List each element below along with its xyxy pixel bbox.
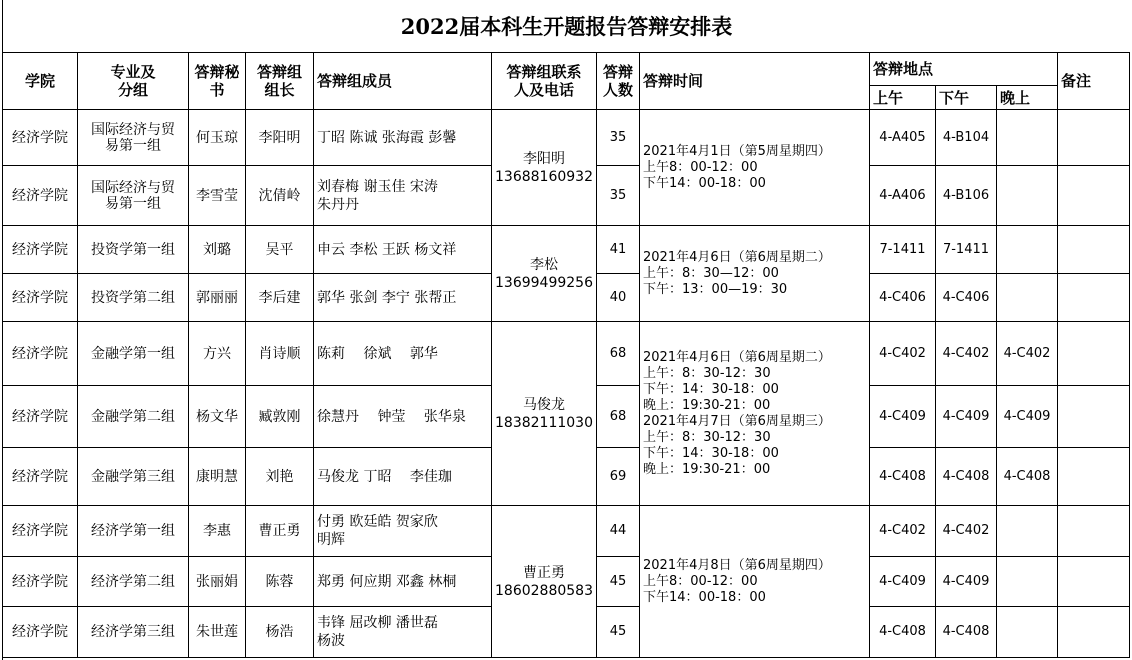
morning-location-cell (870, 166, 936, 226)
cell-line: 上午：8：30—12：00 (643, 265, 779, 281)
remarks-cell (1058, 110, 1130, 166)
group-cell (78, 506, 189, 557)
cell-text: 4-B106 (942, 187, 990, 203)
evening-location-cell (997, 557, 1058, 607)
members-cell (314, 506, 492, 557)
remarks-cell (1058, 166, 1130, 226)
cell-line: 马俊龙 (522, 396, 565, 413)
morning-location-cell (870, 322, 936, 386)
cell-text: 4-C409 (879, 408, 926, 424)
members-cell (314, 226, 492, 274)
header-contact (492, 52, 597, 110)
secretary-cell (189, 226, 246, 274)
remarks-cell (1058, 274, 1130, 322)
cell-text: 郭华 张剑 李宁 张帮正 (317, 289, 457, 306)
evening-location-cell (997, 226, 1058, 274)
cell-line: 答辩 (602, 62, 633, 81)
cell-text: 何玉琼 (196, 129, 238, 146)
group-cell (78, 110, 189, 166)
cell-text: 郭丽丽 (196, 289, 238, 306)
cell-line: 明辉 (317, 532, 345, 548)
header-remarks (1058, 52, 1130, 110)
secretary-cell (189, 506, 246, 557)
cell-line: 上午8：00-12：00 (643, 573, 758, 589)
cell-line: 分组 (117, 80, 148, 99)
cell-line: 答辩秘 (194, 62, 240, 81)
college-cell (3, 607, 78, 658)
cell-text: 经济学第三组 (91, 624, 175, 640)
cell-text: 备注 (1061, 71, 1092, 90)
leader-cell (246, 448, 314, 506)
cell-line: 2021年4月6日（第6周星期二） (643, 349, 831, 365)
group-cell (78, 386, 189, 448)
cell-text: 4-C409 (879, 573, 926, 589)
cell-text: 45 (609, 624, 627, 639)
cell-text: 4-C406 (879, 289, 926, 305)
cell-text: 4-A405 (879, 129, 926, 145)
contact-cell (492, 506, 597, 658)
count-cell (597, 448, 640, 506)
count-cell (597, 557, 640, 607)
cell-line: 人及电话 (513, 80, 574, 99)
cell-text: 4-C402 (942, 523, 990, 538)
header-afternoon (936, 86, 997, 110)
cell-line: 晚上：19:30-21：00 (643, 461, 771, 477)
afternoon-location-cell (936, 226, 997, 274)
cell-text: 李惠 (203, 523, 231, 539)
cell-text: 吴平 (265, 241, 294, 258)
time-cell (640, 506, 870, 658)
cell-text: 7-1411 (942, 241, 990, 257)
members-cell (314, 274, 492, 322)
secretary-cell (189, 557, 246, 607)
count-cell (597, 386, 640, 448)
morning-location-cell (870, 274, 936, 322)
cell-text: 徐慧丹 钟莹 张华泉 (317, 408, 466, 425)
cell-text: 上午 (873, 88, 904, 107)
count-cell (597, 166, 640, 226)
cell-text: 经济学院 (12, 408, 68, 425)
morning-location-cell (870, 506, 936, 557)
cell-text: 朱世莲 (196, 624, 238, 640)
cell-text: 金融学第三组 (91, 468, 175, 485)
members-cell (314, 607, 492, 658)
cell-line: 2021年4月6日（第6周星期二） (643, 249, 831, 265)
cell-text: 金融学第一组 (91, 345, 175, 362)
cell-text: 4-C402 (879, 523, 926, 538)
secretary-cell (189, 386, 246, 448)
cell-text: 4-C408 (879, 624, 926, 639)
cell-text: 4-C408 (1003, 468, 1051, 484)
cell-text: 申云 李松 王跃 杨文祥 (317, 241, 457, 258)
cell-line: 刘春梅 谢玉佳 宋涛 (317, 178, 438, 195)
cell-text: 丁昭 陈诚 张海霞 彭馨 (317, 129, 457, 146)
members-cell (314, 557, 492, 607)
cell-line: 2021年4月8日（第6周星期四） (643, 557, 831, 573)
cell-line: 杨波 (317, 633, 345, 649)
header-evening (997, 86, 1058, 110)
evening-location-cell (997, 110, 1058, 166)
cell-text: 经济学院 (12, 129, 68, 146)
cell-text: 40 (609, 289, 627, 305)
header-count (597, 52, 640, 110)
header-major (78, 52, 189, 110)
cell-line: 专业及 (110, 62, 156, 81)
cell-text: 杨浩 (265, 624, 294, 640)
cell-text: 经济学院 (12, 573, 68, 590)
leader-cell (246, 386, 314, 448)
cell-line: 韦锋 屈改柳 潘世磊 (317, 615, 438, 631)
cell-text: 经济学第二组 (91, 573, 175, 590)
group-cell (78, 557, 189, 607)
count-cell (597, 226, 640, 274)
remarks-cell (1058, 322, 1130, 386)
cell-text: 经济学院 (12, 289, 68, 306)
leader-cell (246, 110, 314, 166)
afternoon-location-cell (936, 386, 997, 448)
cell-text: 经济学院 (12, 187, 68, 204)
college-cell (3, 557, 78, 607)
cell-text: 陈莉 徐斌 郭华 (317, 345, 438, 362)
members-cell (314, 166, 492, 226)
cell-text: 答辩组成员 (317, 71, 393, 90)
college-cell (3, 386, 78, 448)
cell-text: 肖诗顺 (258, 345, 301, 362)
cell-line: 李松 (529, 256, 558, 273)
cell-text: 41 (609, 241, 627, 257)
remarks-cell (1058, 557, 1130, 607)
cell-text: 康明慧 (196, 468, 238, 485)
cell-line: 上午：8：30-12：30 (643, 365, 771, 381)
cell-text: 李后建 (258, 289, 301, 306)
leader-cell (246, 607, 314, 658)
schedule-sheet (2, 0, 1130, 660)
cell-line: 下午：14：30-18：00 (643, 445, 779, 461)
cell-text: 4-A406 (879, 187, 926, 203)
cell-text: 下午 (939, 88, 970, 107)
college-cell (3, 274, 78, 322)
cell-text: 经济学院 (12, 624, 68, 640)
morning-location-cell (870, 226, 936, 274)
group-cell (78, 322, 189, 386)
cell-line: 付勇 欧廷皓 贺家欣 (317, 514, 438, 530)
cell-text: 4-C402 (879, 345, 926, 361)
cell-text: 经济学院 (12, 241, 68, 258)
evening-location-cell (997, 166, 1058, 226)
cell-text: 4-C402 (942, 345, 990, 361)
afternoon-location-cell (936, 448, 997, 506)
count-cell (597, 607, 640, 658)
cell-text: 69 (609, 468, 627, 484)
group-cell (78, 274, 189, 322)
members-cell (314, 322, 492, 386)
group-cell (78, 226, 189, 274)
cell-line: 李阳明 (522, 150, 565, 167)
college-cell (3, 322, 78, 386)
header-members (314, 52, 492, 110)
cell-text: 金融学第二组 (91, 408, 175, 425)
cell-line: 18382111030 (495, 414, 593, 431)
contact-cell (492, 322, 597, 506)
cell-text: 4-C408 (879, 468, 926, 484)
evening-location-cell (997, 322, 1058, 386)
leader-cell (246, 557, 314, 607)
cell-text: 刘艳 (265, 468, 294, 485)
members-cell (314, 448, 492, 506)
group-cell (78, 448, 189, 506)
cell-line: 人数 (602, 80, 633, 99)
morning-location-cell (870, 386, 936, 448)
cell-line: 晚上：19:30-21：00 (643, 397, 771, 413)
cell-text: 4-C409 (942, 408, 990, 424)
cell-text: 杨文华 (196, 408, 238, 425)
remarks-cell (1058, 386, 1130, 448)
leader-cell (246, 322, 314, 386)
leader-cell (246, 166, 314, 226)
members-cell (314, 110, 492, 166)
cell-text: 4-C409 (1003, 408, 1051, 424)
college-cell (3, 506, 78, 557)
secretary-cell (189, 166, 246, 226)
cell-text: 68 (609, 345, 627, 361)
leader-cell (246, 274, 314, 322)
cell-line: 18602880583 (495, 582, 593, 599)
cell-line: 国际经济与贸 (91, 121, 175, 138)
group-cell (78, 166, 189, 226)
header-secretary (189, 52, 246, 110)
college-cell (3, 226, 78, 274)
evening-location-cell (997, 506, 1058, 557)
cell-text: 马俊龙 丁昭 李佳珈 (317, 468, 452, 485)
contact-cell (492, 226, 597, 322)
cell-text: 答辩时间 (643, 71, 704, 90)
cell-text: 45 (609, 573, 627, 589)
header-location (870, 52, 1058, 86)
leader-cell (246, 506, 314, 557)
remarks-cell (1058, 226, 1130, 274)
morning-location-cell (870, 448, 936, 506)
afternoon-location-cell (936, 274, 997, 322)
cell-text: 经济学院 (12, 345, 68, 362)
members-cell (314, 386, 492, 448)
time-cell (640, 110, 870, 226)
afternoon-location-cell (936, 322, 997, 386)
count-cell (597, 274, 640, 322)
cell-line: 13699499256 (495, 274, 593, 291)
cell-text: 曹正勇 (258, 523, 301, 539)
cell-line: 答辩组 (256, 62, 302, 81)
cell-line: 易第一组 (105, 195, 161, 212)
time-cell (640, 226, 870, 322)
afternoon-location-cell (936, 557, 997, 607)
group-cell (78, 607, 189, 658)
cell-text: 投资学第二组 (91, 289, 175, 306)
afternoon-location-cell (936, 166, 997, 226)
cell-text: 4-C406 (942, 289, 990, 305)
cell-text: 35 (609, 129, 627, 145)
cell-line: 上午8：00-12：00 (643, 159, 758, 175)
cell-text: 44 (609, 523, 627, 538)
contact-cell (492, 110, 597, 226)
cell-text: 学院 (24, 71, 55, 90)
college-cell (3, 110, 78, 166)
cell-line: 答辩组联系 (506, 62, 582, 81)
cell-text: 郑勇 何应期 邓鑫 林桐 (317, 573, 457, 590)
cell-line: 国际经济与贸 (91, 179, 175, 196)
cell-text: 经济学院 (12, 468, 68, 485)
cell-text: 答辩地点 (873, 59, 934, 78)
cell-line: 2021年4月7日（第6周星期三） (643, 413, 831, 429)
morning-location-cell (870, 110, 936, 166)
header-time (640, 52, 870, 110)
secretary-cell (189, 274, 246, 322)
cell-line: 曹正勇 (522, 564, 565, 581)
cell-text: 68 (609, 408, 627, 424)
remarks-cell (1058, 506, 1130, 557)
secretary-cell (189, 110, 246, 166)
cell-text: 投资学第一组 (91, 241, 175, 258)
cell-text: 7-1411 (879, 241, 926, 257)
cell-line: 组长 (264, 80, 295, 99)
count-cell (597, 506, 640, 557)
header-leader (246, 52, 314, 110)
remarks-cell (1058, 607, 1130, 658)
cell-text: 4-B104 (942, 129, 990, 145)
cell-text: 4-C402 (1003, 345, 1051, 361)
cell-line: 朱丹丹 (317, 196, 359, 213)
count-cell (597, 110, 640, 166)
evening-location-cell (997, 448, 1058, 506)
evening-location-cell (997, 386, 1058, 448)
cell-line: 2021年4月1日（第5周星期四） (643, 143, 831, 159)
cell-text: 臧敦刚 (258, 408, 301, 425)
cell-line: 下午：13：00—19：30 (643, 281, 788, 297)
secretary-cell (189, 607, 246, 658)
cell-text: 晚上 (1000, 88, 1031, 107)
morning-location-cell (870, 607, 936, 658)
time-cell (640, 322, 870, 506)
cell-line: 下午：14：30-18：00 (643, 381, 779, 397)
afternoon-location-cell (936, 506, 997, 557)
cell-line: 易第一组 (105, 137, 161, 154)
evening-location-cell (997, 274, 1058, 322)
cell-text: 35 (609, 187, 627, 203)
morning-location-cell (870, 557, 936, 607)
cell-text: 4-C409 (942, 573, 990, 589)
cell-line: 下午14：00-18：00 (643, 589, 766, 605)
cell-text: 经济学院 (12, 523, 68, 539)
count-cell (597, 322, 640, 386)
afternoon-location-cell (936, 110, 997, 166)
cell-text: 李雪莹 (196, 187, 238, 204)
cell-line: 下午14：00-18：00 (643, 175, 766, 191)
page-title: 2022届本科生开题报告答辩安排表 (3, 0, 1130, 53)
afternoon-location-cell (936, 607, 997, 658)
cell-line: 上午：8：30-12：30 (643, 429, 771, 445)
cell-text: 方兴 (203, 345, 231, 362)
cell-line: 书 (209, 80, 225, 99)
cell-text: 沈倩岭 (258, 187, 301, 204)
header-morning (870, 86, 936, 110)
remarks-cell (1058, 448, 1130, 506)
leader-cell (246, 226, 314, 274)
cell-text: 陈蓉 (265, 573, 294, 590)
cell-text: 经济学第一组 (91, 523, 175, 539)
cell-text: 李阳明 (258, 129, 301, 146)
evening-location-cell (997, 607, 1058, 658)
cell-text: 刘璐 (203, 241, 231, 258)
college-cell (3, 448, 78, 506)
cell-text: 4-C408 (942, 624, 990, 639)
college-cell (3, 166, 78, 226)
cell-text: 4-C408 (942, 468, 990, 484)
cell-line: 13688160932 (495, 168, 593, 185)
secretary-cell (189, 448, 246, 506)
secretary-cell (189, 322, 246, 386)
header-college (3, 52, 78, 110)
cell-text: 张丽娟 (196, 573, 238, 590)
